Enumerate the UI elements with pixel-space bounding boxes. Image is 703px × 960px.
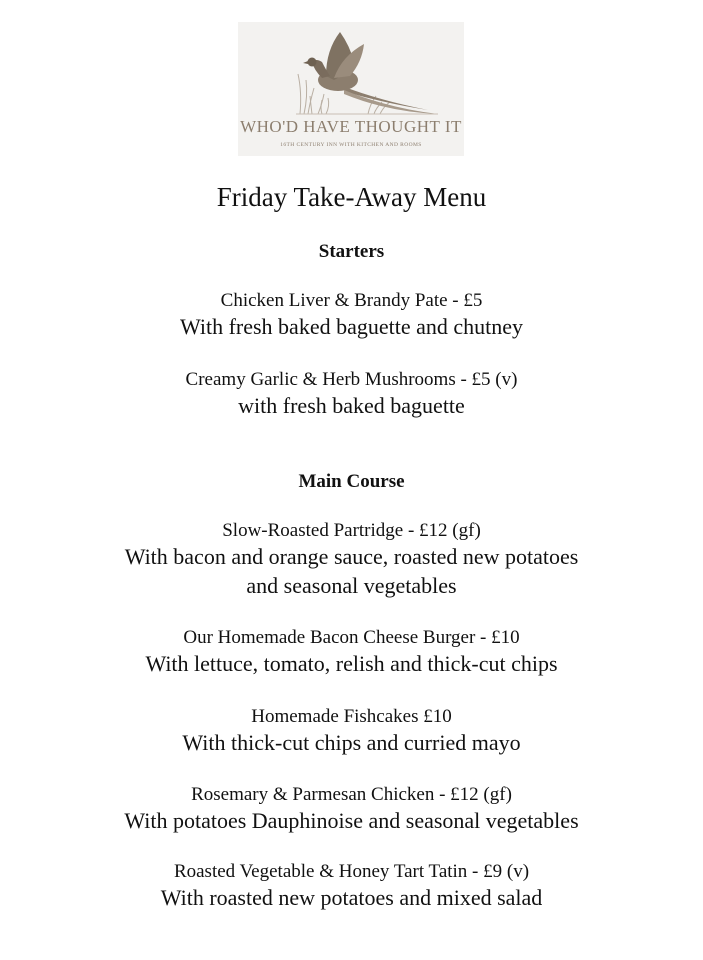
- menu-item-name: Homemade Fishcakes £10: [251, 706, 452, 727]
- inn-name: WHO'D HAVE THOUGHT IT: [240, 117, 462, 136]
- menu-item-description: with fresh baked baguette: [238, 393, 465, 418]
- menu-item-name: Our Homemade Bacon Cheese Burger - £10: [183, 627, 520, 648]
- menu-item-description: With lettuce, tomato, relish and thick-cut chips: [145, 651, 558, 676]
- menu-item-name: Creamy Garlic & Herb Mushrooms - £5 (v): [185, 369, 518, 390]
- menu-item-name: Rosemary & Parmesan Chicken - £12 (gf): [191, 784, 512, 805]
- inn-tagline: 16TH CENTURY INN WITH KITCHEN AND ROOMS: [280, 142, 422, 148]
- menu-item-name: Roasted Vegetable & Honey Tart Tatin - £9 (v): [173, 861, 530, 882]
- menu-item-description: With fresh baked baguette and chutney: [179, 314, 524, 339]
- menu-item-name: Chicken Liver & Brandy Pate - £5: [220, 290, 483, 311]
- menu-item-name: Slow-Roasted Partridge - £12 (gf): [222, 520, 481, 541]
- pheasant-icon: [238, 22, 464, 118]
- menu-item-description: and seasonal vegetables: [246, 573, 457, 598]
- section-heading-main-course: Main Course: [298, 471, 405, 492]
- menu-item-description: With thick-cut chips and curried mayo: [182, 730, 521, 755]
- menu-item-description: With potatoes Dauphinoise and seasonal vegetables: [124, 808, 579, 833]
- menu-item-description: With bacon and orange sauce, roasted new potatoes: [124, 544, 579, 569]
- inn-logo: [238, 22, 464, 156]
- section-heading-starters: Starters: [318, 241, 385, 262]
- menu-title: Friday Take-Away Menu: [216, 182, 487, 212]
- menu-item-description: With roasted new potatoes and mixed salad: [160, 885, 543, 910]
